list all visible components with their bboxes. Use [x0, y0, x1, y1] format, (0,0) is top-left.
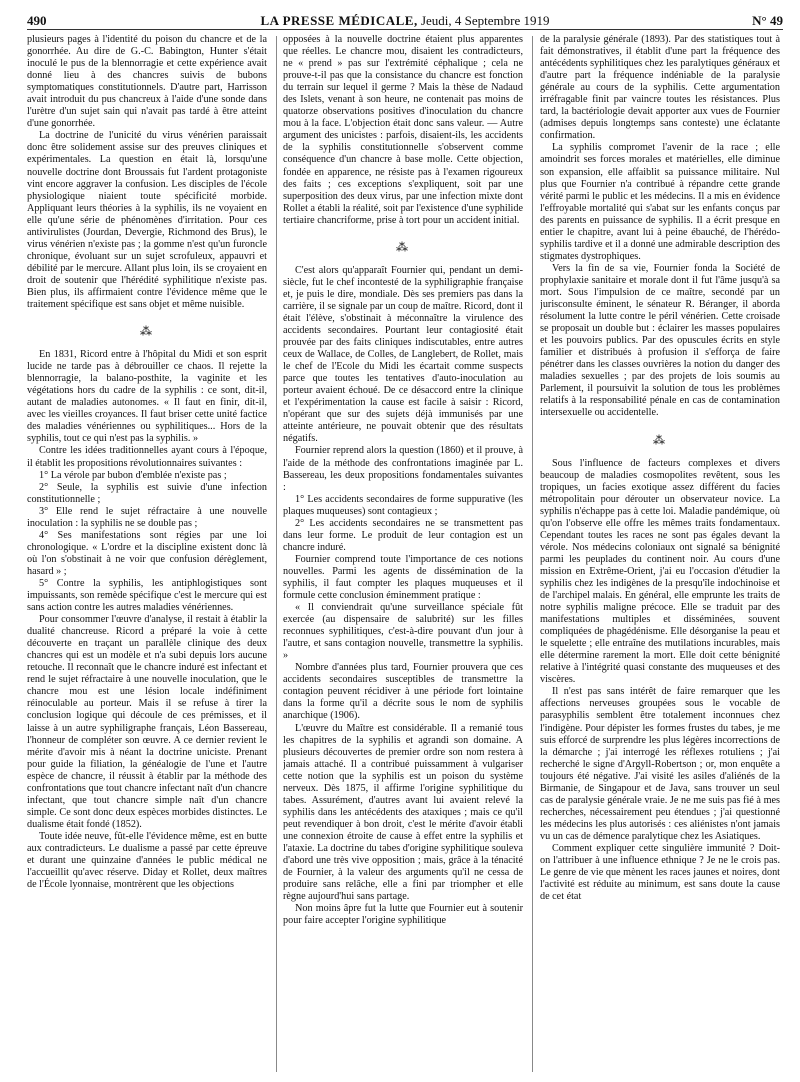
- paragraph: Vers la fin de sa vie, Fournier fonda la Société de prophylaxie sanitaire et morale dont il fut l'âme jusqu'à sa mort. Sous l'impulsion de ce maître, secondé par un jurisconsulte éminent, le sénateur R. Béranger, il aborda résolument la lutte contre le péril vénérien. Cette croisade se proposait un double but : éclairer les masses populaires et les pouvoirs publics. Par des opuscules écrits en style familier et distribués à profusion il s'efforça de faire pénétrer dans les classes ouvrières la notion du danger des maladies sexuelles ; par des projets de lois soumis au Parlement, il poursuivit la solution de tous les problèmes relatifs à la responsabilité pénale en cas de contamination intersexuelle ou accidentelle.: [540, 262, 780, 419]
- paragraph: Comment expliquer cette singulière immunité ? Doit-on l'attribuer à une influence ethnique ? Je ne le crois pas. Le genre de vie que mènent les races jaunes et noires, dont l'activité est réduite au minimum, est sans doute la cause de cet état: [540, 843, 780, 903]
- paragraph: Fournier comprend toute l'importance de ces notions nouvelles. Parmi les agents de dissémination de la syphilis, il faut compter les plaques muqueuses et il formule cette conclusion éminemment pratique :: [283, 553, 523, 602]
- paragraph: La syphilis compromet l'avenir de la race ; elle amoindrit ses forces morales et matérielles, elle diminue son expansion, elle affaiblit sa puissance militaire. Nul plus que Fournier n'a contribué à répandre cette grande vérité parmi le public et les médecins. Il a mis en évidence l'effroyable mortalité qui s'abat sur les enfants conçus par des parents en puissance de syphilis. Il a écrit presque en entier le chapitre, avant lui à peine ébauché, de l'hérédo-syphilis tardive et il a donné une admirable description des stigmates dystrophiques.: [540, 142, 780, 262]
- paragraph: Contre les idées traditionnelles ayant cours à l'époque, il établit les propositions révolutionnaires suivantes :: [27, 445, 267, 469]
- page-number: 490: [27, 13, 47, 28]
- paragraph: En 1831, Ricord entre à l'hôpital du Midi et son esprit lucide ne tarde pas à débrouiller ce chaos. Il rejette la blennorragie, la balano-posthite, la vaginite et les végétations hors du cadre de la syphilis : ce sont, dit-il, autant de maladies autonomes. « Il faut en finir, dit-il, avec les vieilles croyances. Il faut briser cette unité factice des maladies vénériennes ou syphilitiques... Hors de la syphilis, tout ce qui n'est pas la syphilis. »: [27, 349, 267, 445]
- list-item: 3° Elle rend le sujet réfractaire à une nouvelle inoculation : la syphilis ne se double pas ;: [27, 505, 267, 529]
- journal-name: LA PRESSE MÉDICALE,: [260, 13, 418, 28]
- paragraph: La doctrine de l'unicité du virus vénérien paraissait donc être solidement assise sur des preuves cliniques et expérimentales. La question en était là, lorsqu'une nouvelle doctrine dont Broussais fut l'ardent protagoniste vint encore aggraver la confusion. Les disciples de l'école physiologique niaient toute spécificité morbide. Appliquant leurs théories à la syphilis, ils ne voyaient en elle qu'une série de phénomènes d'irritation. Pour ces antivirulistes (Jourdan, Devergie, Richmond des Brus), le virus vénérien n'existe pas ; la gomme n'est qu'un furoncle chronique, évoluant sur un sujet scrofuleux, appauvri et débilité par le mercure. Allant plus loin, ils se croyaient en droit de soutenir que l'hérédité syphilitique n'existe pas. Bien plus, ils affirmaient contre l'évidence même que le traitement spécifique est sans objet et même nuisible.: [27, 130, 267, 311]
- paragraph: L'œuvre du Maître est considérable. Il a remanié tous les chapitres de la syphilis et agrandi son domaine. A plusieurs découvertes de premier ordre son nom restera à jamais attaché. Il a contribué puissamment à vulgariser cette notion que la syphilis est un poison du système nerveux. Dès 1875, il affirme l'origine syphilitique du tabes. Assurément, d'autres avant lui avaient relevé la syphilis dans les antécédents des ataxiques ; mais ce qu'il peut revendiquer à bon droit, c'est le mérite d'avoir établi une connexion étroite de cause à effet entre la syphilis et l'ataxie. La doctrine du tabes d'origine syphilitique souleva d'abord une très vive opposition ; mais, grâce à la ténacité de Fournier, à la valeur des arguments qu'il ne cessa de produire sans relâche, elle a fini par triompher et elle règne aujourd'hui sans partage.: [283, 722, 523, 903]
- paragraph: Sous l'influence de facteurs complexes et divers beaucoup de maladies cosmopolites revêtent, sous les tropiques, un facies exotique assez différent du facies métropolitain pour dérouter un observateur novice. La syphilis n'échappe pas à cette loi. Maladie pandémique, où qu'on l'observe elle offre les mêmes traits fondamentaux. Cependant toutes les races ne sont pas égales devant la vérole. Nos médecins coloniaux ont signalé sa bénignité parmi les peuplades du continent noir. Au cours d'une mission en Extrême-Orient, j'ai eu l'occasion d'étudier la syphilis chez les indigènes de la presqu'île indochinoise et de l'archipel malais. En général, elle emprunte les traits de notre syphilis maligne précoce. Elle se traduit par des manifestations multiples et disséminées, souvent compliquées de phagédénisme. Elle désorganise la peau et le squelette ; elle entraîne des mutilations incurables, mais elle détermine rarement la mort. Elle doit cette bénignité relative à l'intégrité quasi constante des muqueuses et des viscères.: [540, 457, 780, 686]
- list-item: 4° Ses manifestations sont régies par une loi chronologique. « L'ordre et la discipline existent donc là où l'on s'obstinait à ne voir que confusion dérèglement, hasard » ;: [27, 529, 267, 577]
- column-2: [283, 34, 523, 1074]
- column-divider: [276, 36, 277, 1072]
- running-title: [27, 13, 783, 29]
- quotation: « Il conviendrait qu'une surveillance spéciale fût exercée (au dispensaire de salubrité) sur les filles reconnues syphilitiques, c'est-à-dire pouvant d'un jour à l'autre, et sans contagion nouvelle, transmettre la syphilis. »: [283, 602, 523, 662]
- list-item: 5° Contre la syphilis, les antiphlogistiques sont impuissants, son remède spécifique c'est le mercure qui est sans action contre les autres maladies vénériennes.: [27, 577, 267, 614]
- page-header: [27, 13, 783, 30]
- issue-date: Jeudi, 4 Septembre 1919: [420, 13, 550, 28]
- paragraph: Toute idée neuve, fût-elle l'évidence même, est en butte aux contradicteurs. Le dualisme a passé par cette épreuve et durant une quinzaine d'années le public médical ne l'accueillit qu'avec réserve. Diday et Rollet, deux maîtres de l'École lyonnaise, montrèrent que les objections: [27, 830, 267, 891]
- column-1: [27, 34, 267, 1074]
- paragraph: C'est alors qu'apparaît Fournier qui, pendant un demi-siècle, fut le chef incontesté de la syphiligraphie française et, je puis le dire, mondiale. Dès ses premiers pas dans la carrière, il se signale par un coup de maître. Ricord, dont il était l'élève, s'obstinait à méconnaître la virulence des accidents secondaires. Pourtant leur contagiosité était prouvée par des faits cliniques indiscutables, entre autres ceux de Wallace, de Colles, de Langlebert, de Rollet, mais le chef de l'Ecole du Midi les écartait comme suspects parce que toutes les tentatives d'auto-inoculation au porteur avaient échoué. De ce désaccord entre la clinique et l'expérimentation la cause est facile à saisir : Ricord, n'opérant que sur des sujets déjà immunisés par une atteinte antérieure, ne pouvait obtenir que des résultats négatifs.: [283, 264, 523, 445]
- column-3: [540, 34, 780, 1074]
- paragraph: Pour consommer l'œuvre d'analyse, il restait à établir la dualité chancreuse. Ricord a préparé la voie à cette découverte en traçant un parallèle clinique des deux chancres qui est un modèle et n'a subi depuis lors aucune retouche. Il reconnaît que le chancre induré est infectant et rend le sujet réfractaire à une nouvelle inoculation, que le chancre mou est une lésion locale indéfiniment réinoculable au porteur. Mais il se refuse à tirer la conclusion logique qui découle de ces prémisses, et il laisse à un autre syphiligraphe français, Léon Bassereau, l'honneur de compléter son œuvre. A ce dernier revient le mérite d'avoir mis à néant la doctrine uniciste. Prenant pour guide la filiation, la généalogie de l'une et l'autre espèce de chancre, il réussit à établir par la méthode des confrontations que tout chancre infectant naît d'un chancre infectant, que tout chancre simple naît d'un chancre simple. Ce sont donc deux espèces morbides distinctes. Le dualisme était fondé (1852).: [27, 614, 267, 830]
- paragraph: plusieurs pages à l'identité du poison du chancre et de la gonorrhée. Au dire de G.-C. Babington, Hunter s'était inoculé le pus de la blennorragie et cette expérience avait donné lieu à des chancres suivis de bubons symptomatiques constitutionnels. D'autre part, Harrisson avait introduit du pus chancreux à l'aide d'une sonde dans l'urètre d'un sujet sain qui n'avait pas tardé à être atteint d'une gonorrhée.: [27, 34, 267, 130]
- issue-number: N° 49: [752, 13, 783, 28]
- list-item: 1° Les accidents secondaires de forme suppurative (les plaques muqueuses) sont contagieux ;: [283, 493, 523, 517]
- section-separator: ⁂: [140, 324, 154, 339]
- paragraph: Il n'est pas sans intérêt de faire remarquer que les affections nerveuses groupées sous le vocable de parasyphilis semblent être totalement inconnues chez l'indigène. Pour dépister les formes frustes du tabes, je me suis efforcé de surprendre les plus légères incorrections de la démarche ; j'ai interrogé les réflexes rotuliens ; j'ai recherché le signe d'Argyll-Robertson ; or, mon enquête a toujours été négative. J'ai visité les asiles d'aliénés de la Birmanie, de Singapour et de Java, sans trouver un seul cas de paralysie générale vraie. Je ne me suis pas fié à mes recherches, nécessairement peu étendues ; j'ai questionné les médecins les plus autorisés : ces aliénistes n'ont jamais vu un cas de démence paralytique chez les Asiatiques.: [540, 686, 780, 842]
- paragraph: Non moins âpre fut la lutte que Fournier eut à soutenir pour faire accepter l'origine syphilitique: [283, 903, 523, 927]
- paragraph: de la paralysie générale (1893). Par des statistiques tout à fait démonstratives, il établit d'une part la fréquence des antécédents syphilitiques chez les paralytiques généraux et d'autre part la fréquence indéniable de la paralysie générale au cours de la syphilis. Cette argumentation irréfragable finit par vaincre toutes les résistances. Plus tard, la bactériologie devait apporter aux vues de Fournier (admises depuis longtemps sans conteste) une éclatante confirmation.: [540, 34, 780, 142]
- paragraph: Fournier reprend alors la question (1860) et il prouve, à l'aide de la méthode des confrontations imaginée par L. Bassereau, les deux propositions fondamentales suivantes :: [283, 445, 523, 493]
- column-divider: [532, 36, 533, 1072]
- section-separator: ⁂: [653, 432, 667, 447]
- paragraph: opposées à la nouvelle doctrine étaient plus apparentes que réelles. Le chancre mou, disaient les contradicteurs, ne « prend » pas sur l'extrémité céphalique ; cela ne prouve-t-il pas que la consistance du chancre est fonction du terrain sur lequel il germe ? Mais la thèse de Nadaud des Islets, venant à son heure, ne contenait pas moins de quatorze observations positives d'inoculation du chancre mou à la face. L'objection était donc sans valeur. — Autre argument des unicistes : parfois, disaient-ils, les accidents de la syphilis constitutionnelle s'observent comme conséquence d'un chancre à base molle. Cette objection, fondée en apparence, ne résiste pas à l'examen rigoureux des faits ; ces exceptions s'expliquent, soit par une superposition des deux virus, par une infection mixte dont Rollet a établi la réalité, soit par l'existence d'une syphilide tertiaire chancriforme, prise à tort pour un accident initial.: [283, 34, 523, 226]
- list-item: 1° La vérole par bubon d'emblée n'existe pas ;: [39, 469, 227, 481]
- list-item: 2° Les accidents secondaires ne se transmettent pas dans leur forme. Le produit de leur contagion est un chancre induré.: [283, 517, 523, 553]
- section-separator: ⁂: [396, 239, 410, 254]
- paragraph: Nombre d'années plus tard, Fournier prouvera que ces accidents secondaires susceptibles de transmettre la contagion peuvent récidiver à une période fort lointaine dans la forme qu'il a décrite sous le nom de syphilis anarchique (1906).: [283, 662, 523, 722]
- list-item: 2° Seule, la syphilis est suivie d'une infection constitutionnelle ;: [27, 481, 267, 505]
